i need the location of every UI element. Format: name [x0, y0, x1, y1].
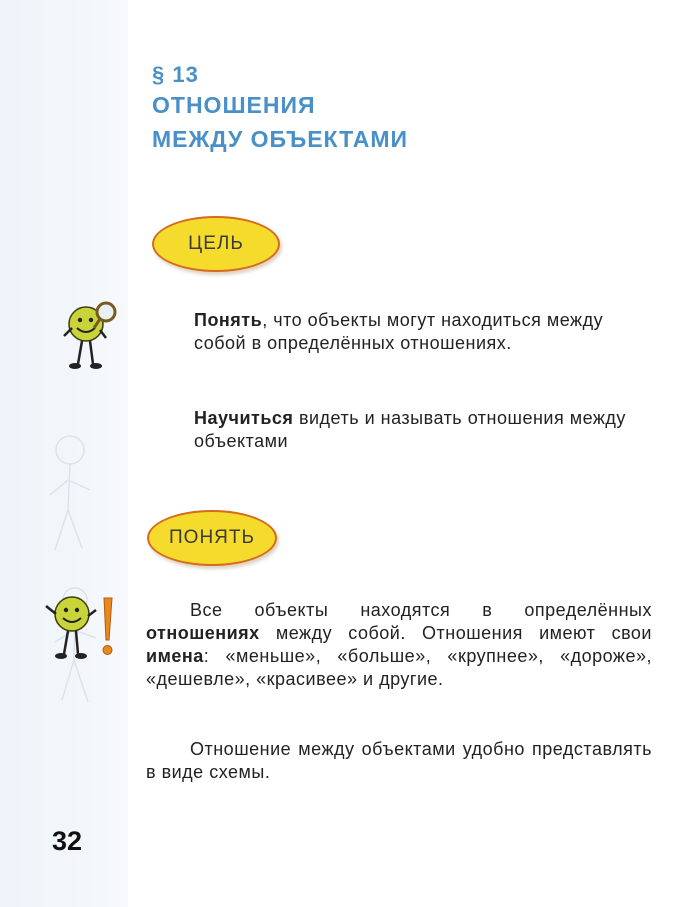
- goal-paragraph-1: [194, 309, 654, 355]
- goal-paragraph-2: [194, 407, 654, 453]
- section-heading: [152, 62, 408, 156]
- understand-paragraph-2: Отношение между объектами удобно представлять в виде схемы.: [146, 739, 652, 782]
- section-title-line-2: МЕЖДУ ОБЪЕКТАМИ: [152, 126, 409, 152]
- goal-text-1: , что объекты могут находиться между собой в определённых отношениях.: [194, 310, 604, 353]
- understand-text-1a: Все объекты находятся в определённых: [190, 600, 652, 620]
- understand-keyword-relations: отношениях: [146, 623, 260, 643]
- goal-text-2: видеть и называть отношения между объектами: [194, 408, 626, 451]
- understand-label-badge: [147, 510, 277, 566]
- goal-keyword-learn: Научиться: [194, 408, 294, 428]
- section-number: § 13: [152, 62, 199, 87]
- understand-text-1c: : «меньше», «больше», «крупнее», «дороже», «дешевле», «красивее» и другие.: [146, 646, 652, 689]
- goal-label: ЦЕЛЬ: [188, 233, 244, 254]
- faint-sketch-illustration: [30, 420, 120, 720]
- understand-keyword-names: имена: [146, 646, 204, 666]
- page-number: 32: [52, 826, 83, 856]
- understand-paragraph-1: [146, 599, 652, 691]
- goal-label-badge: [152, 216, 280, 272]
- goal-keyword-understand: Понять: [194, 310, 263, 330]
- understand-text-1b: между собой. Отношения имеют свои: [259, 623, 652, 643]
- understand-label: ПОНЯТЬ: [169, 527, 255, 548]
- smiley-with-magnifier-icon: [60, 298, 122, 374]
- section-title-line-1: ОТНОШЕНИЯ: [152, 92, 316, 118]
- smiley-with-exclamation-icon: [42, 592, 122, 668]
